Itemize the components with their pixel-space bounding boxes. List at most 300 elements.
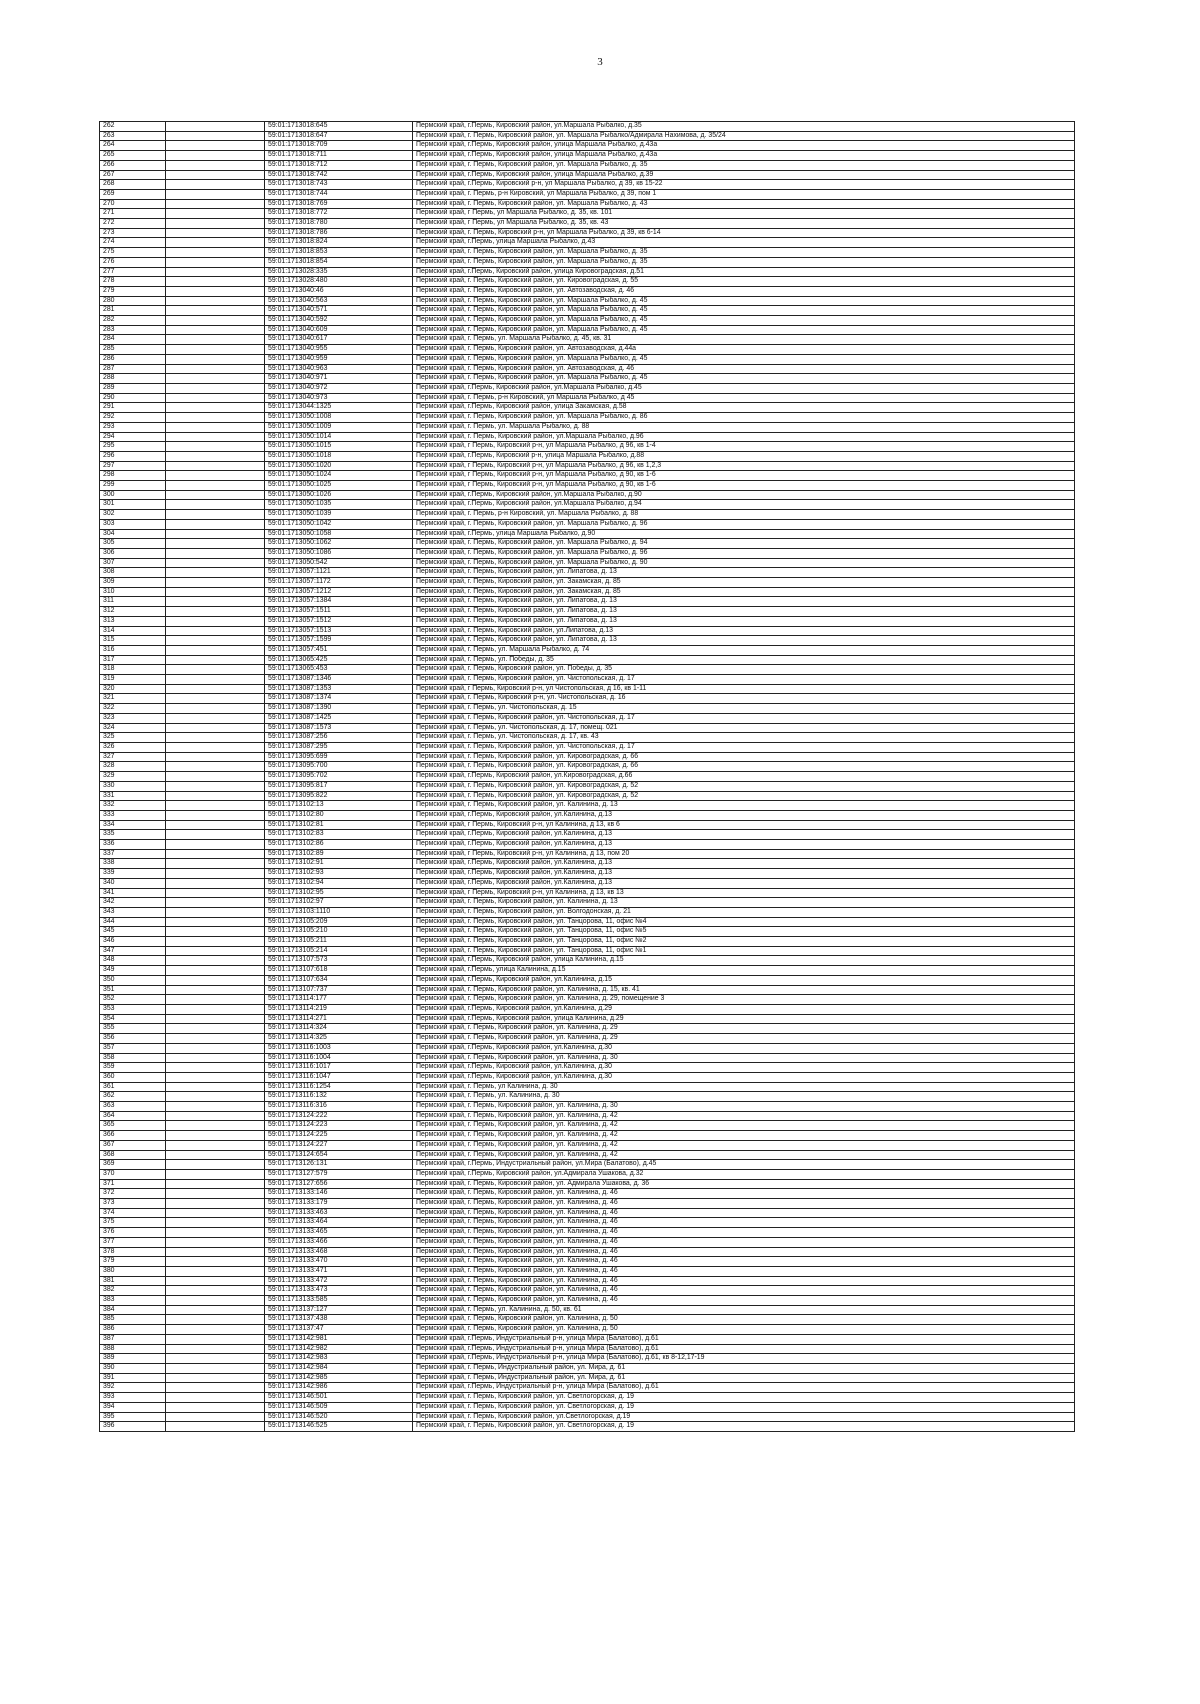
table-row: [100, 189, 1075, 199]
row-number-cell: 298: [100, 471, 166, 481]
row-number-cell: 288: [100, 374, 166, 384]
row-number-cell: 363: [100, 1102, 166, 1112]
cadastral-number-cell: 59:01:1713116:1254: [265, 1082, 413, 1092]
address-cell: Пермский край, г. Пермь, Кировский район, ул. Победы, д. 35: [413, 665, 1075, 675]
row-number-cell: 360: [100, 1072, 166, 1082]
blank-cell: [166, 878, 265, 888]
table-row: [100, 772, 1075, 782]
cadastral-number-cell: 59:01:1713040:963: [265, 364, 413, 374]
row-number-cell: 351: [100, 985, 166, 995]
table-row: [100, 1014, 1075, 1024]
blank-cell: [166, 1266, 265, 1276]
cadastral-number-cell: 59:01:1713105:209: [265, 917, 413, 927]
address-cell: Пермский край, г.Пермь, Кировский район, ул.Кировоградская, д.66: [413, 772, 1075, 782]
table-row: [100, 1315, 1075, 1325]
blank-cell: [166, 1315, 265, 1325]
address-cell: Пермский край, г. Пермь, р-н Кировский, ул. Маршала Рыбалко, д. 88: [413, 510, 1075, 520]
row-number-cell: 306: [100, 548, 166, 558]
table-row: [100, 1169, 1075, 1179]
cadastral-number-cell: 59:01:1713050:1058: [265, 529, 413, 539]
cadastral-number-cell: 59:01:1713114:324: [265, 1024, 413, 1034]
address-cell: Пермский край, г. Пермь, Кировский район, ул. Кировоградская, д. 52: [413, 781, 1075, 791]
row-number-cell: 350: [100, 975, 166, 985]
row-number-cell: 300: [100, 490, 166, 500]
row-number-cell: 388: [100, 1344, 166, 1354]
cadastral-number-cell: 59:01:1713018:711: [265, 151, 413, 161]
cadastral-number-cell: 59:01:1713057:1599: [265, 636, 413, 646]
table-row: [100, 403, 1075, 413]
row-number-cell: 345: [100, 927, 166, 937]
cadastral-number-cell: 59:01:1713050:1086: [265, 548, 413, 558]
address-cell: Пермский край, г.Пермь, Кировский район, ул.Калинина, д.30: [413, 1063, 1075, 1073]
table-row: [100, 1131, 1075, 1141]
row-number-cell: 289: [100, 383, 166, 393]
row-number-cell: 381: [100, 1276, 166, 1286]
address-cell: Пермский край, г. Пермь, ул. Чистопольская, д. 15: [413, 704, 1075, 714]
table-row: [100, 510, 1075, 520]
row-number-cell: 340: [100, 878, 166, 888]
blank-cell: [166, 645, 265, 655]
cadastral-number-cell: 59:01:1713146:501: [265, 1393, 413, 1403]
cadastral-number-cell: 59:01:1713040:617: [265, 335, 413, 345]
address-cell: Пермский край, г. Пермь, Кировский район, ул. Маршала Рыбалко, д. 45: [413, 306, 1075, 316]
blank-cell: [166, 1150, 265, 1160]
row-number-cell: 295: [100, 442, 166, 452]
blank-cell: [166, 975, 265, 985]
address-cell: Пермский край, г. Пермь, Кировский район, ул. Калинина, д. 42: [413, 1150, 1075, 1160]
row-number-cell: 284: [100, 335, 166, 345]
cadastral-number-cell: 59:01:1713133:472: [265, 1276, 413, 1286]
address-cell: Пермский край, г. Пермь, Кировский район, ул. Калинина, д. 30: [413, 1102, 1075, 1112]
blank-cell: [166, 1063, 265, 1073]
row-number-cell: 380: [100, 1266, 166, 1276]
address-cell: Пермский край, г Пермь, Кировский р-н, ул Калинина, д 13, пом 20: [413, 849, 1075, 859]
table-row: [100, 1247, 1075, 1257]
cadastral-number-cell: 59:01:1713018:853: [265, 248, 413, 258]
cadastral-number-cell: 59:01:1713018:780: [265, 219, 413, 229]
blank-cell: [166, 160, 265, 170]
blank-cell: [166, 1034, 265, 1044]
blank-cell: [166, 1247, 265, 1257]
blank-cell: [166, 1082, 265, 1092]
table-row: [100, 1218, 1075, 1228]
address-cell: Пермский край, г. Пермь, Кировский район, ул. Танцорова, 11, офис №2: [413, 937, 1075, 947]
table-row: [100, 801, 1075, 811]
table-row: [100, 548, 1075, 558]
address-cell: Пермский край, г.Пермь, Кировский район, ул.Калинина, д.13: [413, 859, 1075, 869]
cadastral-number-cell: 59:01:1713018:645: [265, 122, 413, 132]
row-number-cell: 310: [100, 587, 166, 597]
table-row: [100, 257, 1075, 267]
cadastral-number-cell: 59:01:1713050:1025: [265, 481, 413, 491]
address-cell: Пермский край, г. Пермь, Кировский район, ул. Калинина, д. 46: [413, 1208, 1075, 1218]
table-row: [100, 122, 1075, 132]
cadastral-number-cell: 59:01:1713142:982: [265, 1344, 413, 1354]
table-row: [100, 286, 1075, 296]
blank-cell: [166, 1305, 265, 1315]
cadastral-number-cell: 59:01:1713133:146: [265, 1189, 413, 1199]
address-cell: Пермский край, г. Пермь, Кировский район, ул. Светлогорская, д. 19: [413, 1422, 1075, 1432]
table-row: [100, 684, 1075, 694]
address-cell: Пермский край, г.Пермь, Кировский район, улица Закамская, д.58: [413, 403, 1075, 413]
row-number-cell: 316: [100, 645, 166, 655]
blank-cell: [166, 743, 265, 753]
address-cell: Пермский край, г.Пермь, Кировский район, ул.Маршала Рыбалко, д.35: [413, 122, 1075, 132]
table-body: [100, 122, 1075, 1432]
table-row: [100, 471, 1075, 481]
table-row: [100, 335, 1075, 345]
blank-cell: [166, 791, 265, 801]
table-row: [100, 1257, 1075, 1267]
address-cell: Пермский край, г. Пермь, Кировский район, ул.Светлогорская, д.19: [413, 1412, 1075, 1422]
address-cell: Пермский край, г. Пермь, ул. Чистопольская, д. 17, кв. 43: [413, 733, 1075, 743]
blank-cell: [166, 383, 265, 393]
row-number-cell: 379: [100, 1257, 166, 1267]
blank-cell: [166, 374, 265, 384]
address-cell: Пермский край, г. Пермь, Кировский район, ул. Калинина, д. 42: [413, 1140, 1075, 1150]
table-row: [100, 1354, 1075, 1364]
address-cell: Пермский край, г Пермь, Кировский р-н, ул Маршала Рыбалко, д 96, кв 1,2,3: [413, 461, 1075, 471]
blank-cell: [166, 1412, 265, 1422]
blank-cell: [166, 1373, 265, 1383]
row-number-cell: 266: [100, 160, 166, 170]
blank-cell: [166, 1140, 265, 1150]
table-row: [100, 209, 1075, 219]
address-cell: Пермский край, г. Пермь, Кировский район, ул. Калинина, д. 15, кв. 41: [413, 985, 1075, 995]
address-cell: Пермский край, г.Пермь, Индустриальный р-н, улица Мира (Балатово), д.61, кв 8-12,17-19: [413, 1354, 1075, 1364]
blank-cell: [166, 228, 265, 238]
table-row: [100, 1228, 1075, 1238]
row-number-cell: 274: [100, 238, 166, 248]
cadastral-registry-table: [99, 121, 1075, 1432]
address-cell: Пермский край, г. Пермь, Кировский район, ул. Калинина, д. 29, помещение 3: [413, 995, 1075, 1005]
cadastral-number-cell: 59:01:1713107:573: [265, 956, 413, 966]
blank-cell: [166, 655, 265, 665]
row-number-cell: 319: [100, 675, 166, 685]
address-cell: Пермский край, г.Пермь, Кировский район, ул.Калинина, д.30: [413, 1043, 1075, 1053]
cadastral-number-cell: 59:01:1713050:1008: [265, 413, 413, 423]
address-cell: Пермский край, г. Пермь, р-н Кировский, ул Маршала Рыбалко, д 45: [413, 393, 1075, 403]
table-row: [100, 451, 1075, 461]
table-row: [100, 975, 1075, 985]
cadastral-number-cell: 59:01:1713124:654: [265, 1150, 413, 1160]
row-number-cell: 374: [100, 1208, 166, 1218]
row-number-cell: 376: [100, 1228, 166, 1238]
address-cell: Пермский край, г. Пермь, Кировский район, ул. Калинина, д. 50: [413, 1315, 1075, 1325]
row-number-cell: 394: [100, 1402, 166, 1412]
row-number-cell: 264: [100, 141, 166, 151]
table-row: [100, 820, 1075, 830]
cadastral-number-cell: 59:01:1713116:1003: [265, 1043, 413, 1053]
table-row: [100, 1179, 1075, 1189]
table-row: [100, 888, 1075, 898]
address-cell: Пермский край, г.Пермь, Кировский район, ул.Маршала Рыбалко, д.94: [413, 500, 1075, 510]
cadastral-number-cell: 59:01:1713126:131: [265, 1160, 413, 1170]
cadastral-number-cell: 59:01:1713057:1512: [265, 616, 413, 626]
row-number-cell: 339: [100, 869, 166, 879]
cadastral-number-cell: 59:01:1713124:223: [265, 1121, 413, 1131]
row-number-cell: 386: [100, 1325, 166, 1335]
blank-cell: [166, 636, 265, 646]
row-number-cell: 262: [100, 122, 166, 132]
cadastral-number-cell: 59:01:1713087:1390: [265, 704, 413, 714]
table-row: [100, 791, 1075, 801]
row-number-cell: 294: [100, 432, 166, 442]
cadastral-number-cell: 59:01:1713124:225: [265, 1131, 413, 1141]
address-cell: Пермский край, г. Пермь, Кировский район, ул. Калинина, д. 46: [413, 1296, 1075, 1306]
table-row: [100, 568, 1075, 578]
address-cell: Пермский край, г.Пермь, Кировский район, ул.Калинина, д.15: [413, 975, 1075, 985]
table-row: [100, 733, 1075, 743]
cadastral-number-cell: 59:01:1713133:585: [265, 1296, 413, 1306]
blank-cell: [166, 1354, 265, 1364]
row-number-cell: 353: [100, 1004, 166, 1014]
address-cell: Пермский край, г. Пермь, р-н Кировский, ул Маршала Рыбалко, д 39, пом 1: [413, 189, 1075, 199]
table-row: [100, 481, 1075, 491]
row-number-cell: 324: [100, 723, 166, 733]
address-cell: Пермский край, г.Пермь, Кировский район, ул.Маршала Рыбалко, д.45: [413, 383, 1075, 393]
row-number-cell: 375: [100, 1218, 166, 1228]
cadastral-number-cell: 59:01:1713133:464: [265, 1218, 413, 1228]
table-row: [100, 1276, 1075, 1286]
cadastral-number-cell: 59:01:1713087:1353: [265, 684, 413, 694]
table-row: [100, 616, 1075, 626]
table-row: [100, 1296, 1075, 1306]
row-number-cell: 361: [100, 1082, 166, 1092]
table-row: [100, 762, 1075, 772]
address-cell: Пермский край, г. Пермь, Кировский район, ул. Маршала Рыбалко, д. 35: [413, 257, 1075, 267]
blank-cell: [166, 840, 265, 850]
row-number-cell: 359: [100, 1063, 166, 1073]
table-row: [100, 1325, 1075, 1335]
address-cell: Пермский край, г. Пермь, Кировский район, ул. Автозаводская, д.44а: [413, 345, 1075, 355]
blank-cell: [166, 937, 265, 947]
table-row: [100, 180, 1075, 190]
address-cell: Пермский край, г. Пермь, Кировский район, ул. Кировоградская, д. 66: [413, 762, 1075, 772]
cadastral-number-cell: 59:01:1713057:1384: [265, 597, 413, 607]
row-number-cell: 314: [100, 626, 166, 636]
blank-cell: [166, 481, 265, 491]
blank-cell: [166, 694, 265, 704]
table-row: [100, 422, 1075, 432]
address-cell: Пермский край, г. Пермь, Индустриальный район, ул. Мира, д. 61: [413, 1364, 1075, 1374]
cadastral-number-cell: 59:01:1713114:219: [265, 1004, 413, 1014]
table-row: [100, 1150, 1075, 1160]
address-cell: Пермский край, г.Пермь, Кировский район, улица Маршала Рыбалко, д.39: [413, 170, 1075, 180]
blank-cell: [166, 781, 265, 791]
table-row: [100, 1043, 1075, 1053]
address-cell: Пермский край, г.Пермь, Кировский район, ул.Калинина, д.13: [413, 869, 1075, 879]
blank-cell: [166, 1092, 265, 1102]
row-number-cell: 368: [100, 1150, 166, 1160]
cadastral-number-cell: 59:01:1713107:634: [265, 975, 413, 985]
cadastral-number-cell: 59:01:1713107:618: [265, 966, 413, 976]
row-number-cell: 272: [100, 219, 166, 229]
cadastral-number-cell: 59:01:1713102:83: [265, 830, 413, 840]
blank-cell: [166, 335, 265, 345]
blank-cell: [166, 1053, 265, 1063]
table-row: [100, 840, 1075, 850]
address-cell: Пермский край, г.Пермь, Кировский район, улица Маршала Рыбалко, д.43а: [413, 141, 1075, 151]
row-number-cell: 390: [100, 1364, 166, 1374]
cadastral-number-cell: 59:01:1713050:1014: [265, 432, 413, 442]
blank-cell: [166, 277, 265, 287]
address-cell: Пермский край, г.Пермь, Кировский район, ул.Калинина, д.30: [413, 1072, 1075, 1082]
row-number-cell: 292: [100, 413, 166, 423]
table-row: [100, 878, 1075, 888]
blank-cell: [166, 510, 265, 520]
cadastral-number-cell: 59:01:1713040:571: [265, 306, 413, 316]
table-row: [100, 345, 1075, 355]
row-number-cell: 330: [100, 781, 166, 791]
address-cell: Пермский край, г Пермь, Кировский р-н, ул Чистопольская, д 16, кв 1-11: [413, 684, 1075, 694]
address-cell: Пермский край, г Пермь, Кировский р-н, ул Маршала Рыбалко, д 96, кв 1-4: [413, 442, 1075, 452]
table-row: [100, 199, 1075, 209]
row-number-cell: 315: [100, 636, 166, 646]
row-number-cell: 338: [100, 859, 166, 869]
address-cell: Пермский край, г. Пермь, Кировский район, ул. Калинина, д. 46: [413, 1276, 1075, 1286]
table-row: [100, 1063, 1075, 1073]
blank-cell: [166, 849, 265, 859]
blank-cell: [166, 219, 265, 229]
table-row: [100, 1024, 1075, 1034]
cadastral-number-cell: 59:01:1713057:451: [265, 645, 413, 655]
address-cell: Пермский край, г. Пермь, Кировский район, ул. Маршала Рыбалко, д. 96: [413, 548, 1075, 558]
row-number-cell: 287: [100, 364, 166, 374]
table-row: [100, 869, 1075, 879]
blank-cell: [166, 762, 265, 772]
row-number-cell: 391: [100, 1373, 166, 1383]
blank-cell: [166, 869, 265, 879]
address-cell: Пермский край, г. Пермь, Кировский район, ул. Маршала Рыбалко, д. 35: [413, 160, 1075, 170]
row-number-cell: 344: [100, 917, 166, 927]
address-cell: Пермский край, г. Пермь, Кировский район, ул. Липатова, д. 13: [413, 607, 1075, 617]
cadastral-number-cell: 59:01:1713137:47: [265, 1325, 413, 1335]
table-row: [100, 607, 1075, 617]
cadastral-number-cell: 59:01:1713087:1374: [265, 694, 413, 704]
blank-cell: [166, 180, 265, 190]
row-number-cell: 285: [100, 345, 166, 355]
address-cell: Пермский край, г. Пермь, Кировский район, ул. Калинина, д. 13: [413, 898, 1075, 908]
address-cell: Пермский край, г. Пермь, Кировский район, ул. Маршала Рыбалко/Адмирала Нахимова, д. 35/24: [413, 131, 1075, 141]
row-number-cell: 371: [100, 1179, 166, 1189]
row-number-cell: 320: [100, 684, 166, 694]
cadastral-number-cell: 59:01:1713142:983: [265, 1354, 413, 1364]
address-cell: Пермский край, г Пермь, Кировский р-н, ул Калинина, д 13, кв 6: [413, 820, 1075, 830]
cadastral-number-cell: 59:01:1713146:525: [265, 1422, 413, 1432]
address-cell: Пермский край, г.Пермь, Кировский район, улица Маршала Рыбалко, д.43а: [413, 151, 1075, 161]
row-number-cell: 387: [100, 1334, 166, 1344]
address-cell: Пермский край, г. Пермь, Кировский район, ул. Калинина, д. 46: [413, 1257, 1075, 1267]
address-cell: Пермский край, г. Пермь, Кировский район, ул. Маршала Рыбалко, д. 45: [413, 374, 1075, 384]
table-row: [100, 995, 1075, 1005]
row-number-cell: 335: [100, 830, 166, 840]
blank-cell: [166, 422, 265, 432]
cadastral-number-cell: 59:01:1713018:742: [265, 170, 413, 180]
cadastral-number-cell: 59:01:1713137:438: [265, 1315, 413, 1325]
row-number-cell: 367: [100, 1140, 166, 1150]
table-row: [100, 413, 1075, 423]
row-number-cell: 278: [100, 277, 166, 287]
cadastral-number-cell: 59:01:1713018:854: [265, 257, 413, 267]
table-row: [100, 1412, 1075, 1422]
address-cell: Пермский край, г. Пермь, Кировский район, ул. Волгодонская, д. 21: [413, 907, 1075, 917]
table-row: [100, 558, 1075, 568]
blank-cell: [166, 704, 265, 714]
table-row: [100, 219, 1075, 229]
row-number-cell: 356: [100, 1034, 166, 1044]
table-row: [100, 849, 1075, 859]
address-cell: Пермский край, г. Пермь, Кировский район, ул. Танцорова, 11, офис №1: [413, 946, 1075, 956]
row-number-cell: 283: [100, 325, 166, 335]
blank-cell: [166, 1218, 265, 1228]
address-cell: Пермский край, г. Пермь, ул. Маршала Рыбалко, д. 45, кв. 31: [413, 335, 1075, 345]
address-cell: Пермский край, г. Пермь, Кировский район, ул. Калинина, д. 46: [413, 1228, 1075, 1238]
address-cell: Пермский край, г. Пермь, Кировский район, ул. Маршала Рыбалко, д. 94: [413, 539, 1075, 549]
row-number-cell: 279: [100, 286, 166, 296]
row-number-cell: 349: [100, 966, 166, 976]
table-row: [100, 1305, 1075, 1315]
cadastral-number-cell: 59:01:1713044:1325: [265, 403, 413, 413]
blank-cell: [166, 432, 265, 442]
row-number-cell: 325: [100, 733, 166, 743]
row-number-cell: 362: [100, 1092, 166, 1102]
cadastral-number-cell: 59:01:1713057:1212: [265, 587, 413, 597]
row-number-cell: 366: [100, 1131, 166, 1141]
cadastral-number-cell: 59:01:1713050:1026: [265, 490, 413, 500]
address-cell: Пермский край, г. Пермь, Кировский район, ул. Чистопольская, д. 17: [413, 713, 1075, 723]
cadastral-number-cell: 59:01:1713050:1009: [265, 422, 413, 432]
table-row: [100, 636, 1075, 646]
blank-cell: [166, 1208, 265, 1218]
cadastral-number-cell: 59:01:1713133:473: [265, 1286, 413, 1296]
table-row: [100, 1160, 1075, 1170]
cadastral-number-cell: 59:01:1713050:1062: [265, 539, 413, 549]
row-number-cell: 378: [100, 1247, 166, 1257]
cadastral-number-cell: 59:01:1713102:80: [265, 810, 413, 820]
blank-cell: [166, 966, 265, 976]
cadastral-number-cell: 59:01:1713127:579: [265, 1169, 413, 1179]
blank-cell: [166, 713, 265, 723]
table-row: [100, 131, 1075, 141]
address-cell: Пермский край, г Пермь, Кировский р-н, ул Маршала Рыбалко, д 90, кв 1-6: [413, 471, 1075, 481]
cadastral-number-cell: 59:01:1713102:97: [265, 898, 413, 908]
row-number-cell: 299: [100, 481, 166, 491]
table-row: [100, 170, 1075, 180]
row-number-cell: 281: [100, 306, 166, 316]
cadastral-number-cell: 59:01:1713028:480: [265, 277, 413, 287]
row-number-cell: 365: [100, 1121, 166, 1131]
table-row: [100, 1286, 1075, 1296]
cadastral-number-cell: 59:01:1713028:335: [265, 267, 413, 277]
row-number-cell: 370: [100, 1169, 166, 1179]
blank-cell: [166, 471, 265, 481]
cadastral-number-cell: 59:01:1713124:222: [265, 1111, 413, 1121]
blank-cell: [166, 1072, 265, 1082]
table-row: [100, 937, 1075, 947]
blank-cell: [166, 461, 265, 471]
table-row: [100, 1344, 1075, 1354]
address-cell: Пермский край, г. Пермь, Кировский район, ул. Светлогорская, д. 19: [413, 1402, 1075, 1412]
row-number-cell: 303: [100, 519, 166, 529]
table-row: [100, 519, 1075, 529]
address-cell: Пермский край, г. Пермь, Кировский район, ул. Калинина, д. 29: [413, 1024, 1075, 1034]
table-row: [100, 316, 1075, 326]
blank-cell: [166, 1199, 265, 1209]
blank-cell: [166, 1276, 265, 1286]
address-cell: Пермский край, г. Пермь, Кировский район, ул. Кировоградская, д. 55: [413, 277, 1075, 287]
blank-cell: [166, 306, 265, 316]
